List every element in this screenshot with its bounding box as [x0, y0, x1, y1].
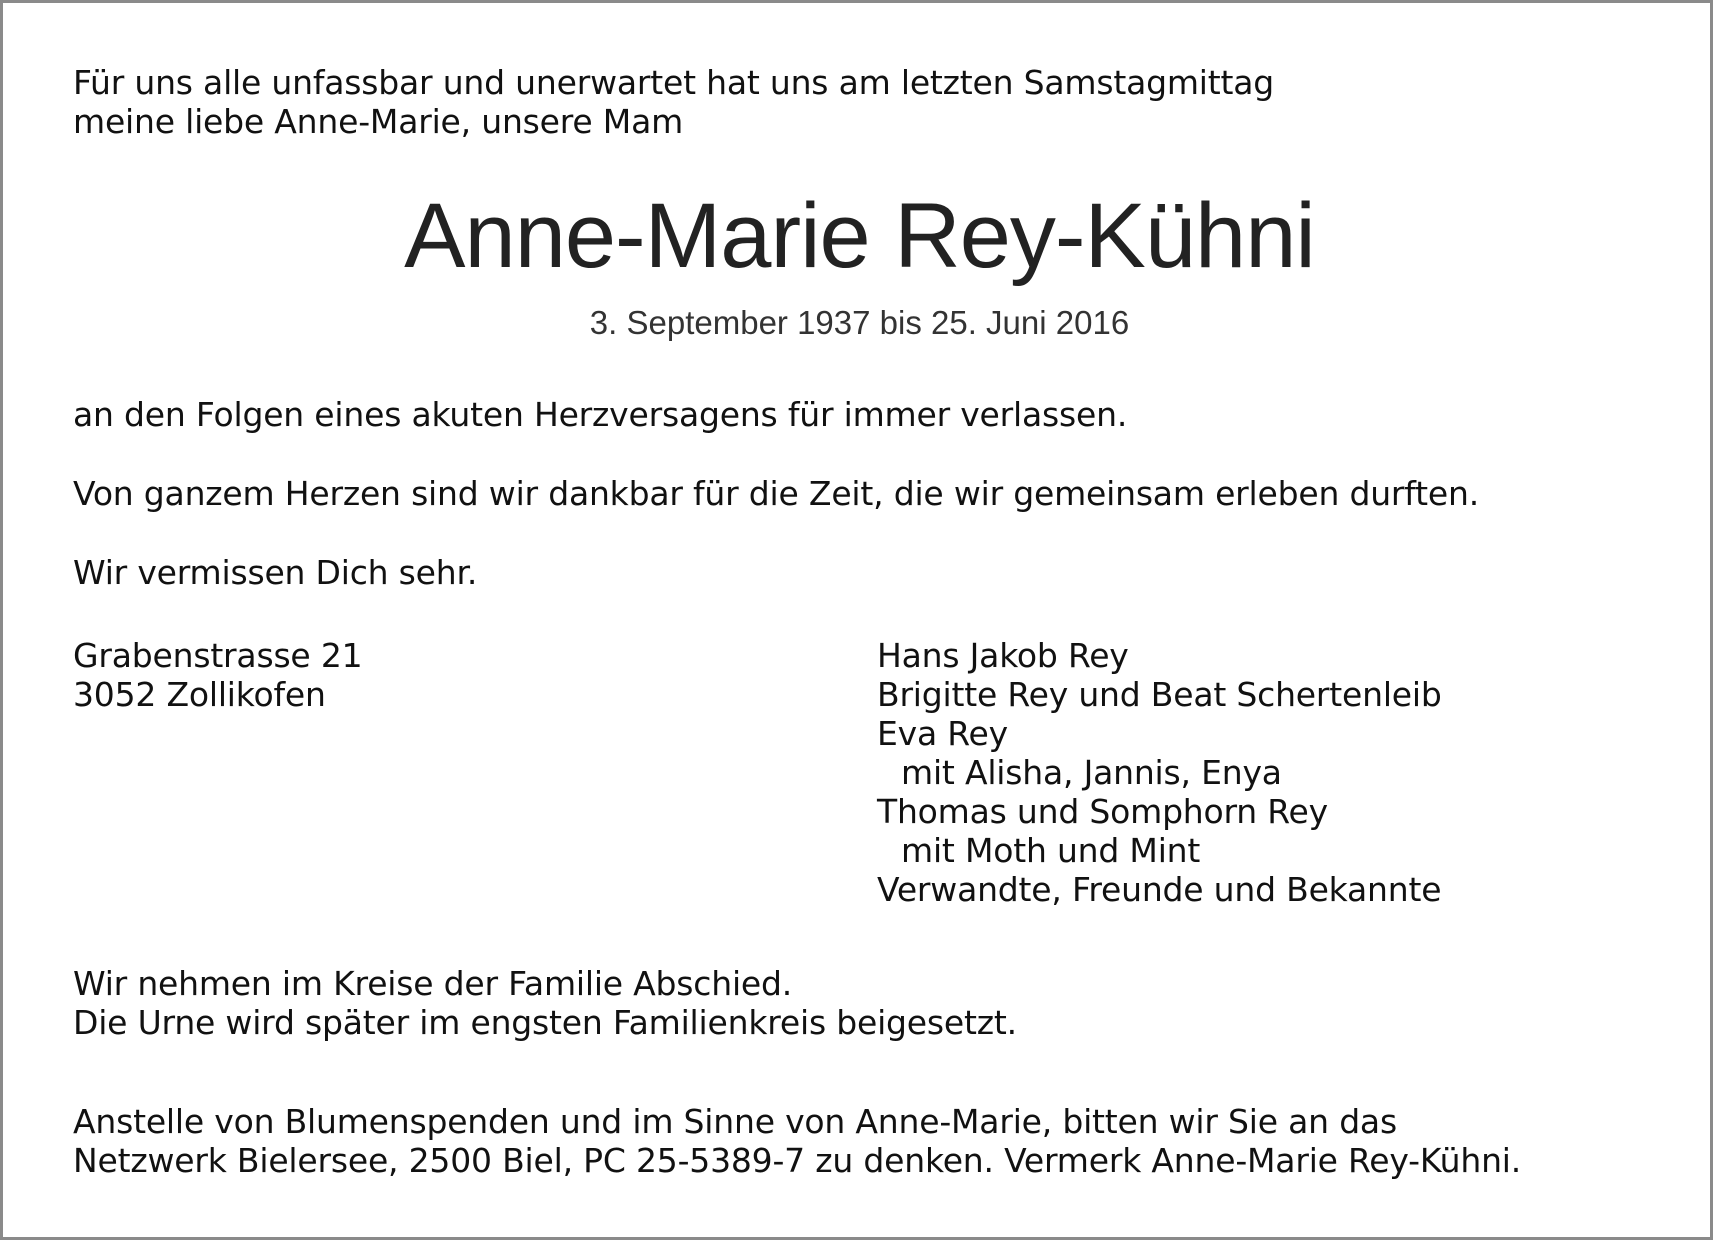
intro-text [73, 63, 1274, 141]
mourner-entry: Eva Rey [877, 714, 1008, 753]
miss-text [73, 553, 477, 592]
cause-line: an den Folgen eines akuten Herzversagens für immer verlassen. [73, 395, 1128, 434]
donation-line: Anstelle von Blumenspenden und im Sinne von Anne-Marie, bitten wir Sie an das [73, 1102, 1397, 1141]
farewell-line: Die Urne wird später im engsten Familienkreis beigesetzt. [73, 1003, 1017, 1042]
address-street: Grabenstrasse 21 [73, 636, 363, 675]
gratitude-line: Von ganzem Herzen sind wir dankbar für die Zeit, die wir gemeinsam erleben durften. [73, 474, 1479, 513]
life-dates: 3. September 1937 bis 25. Juni 2016 [589, 304, 1130, 341]
mourners-list [877, 636, 1442, 909]
miss-line: Wir vermissen Dich sehr. [73, 553, 478, 592]
mourner-entry: Verwandte, Freunde und Bekannte [877, 870, 1442, 909]
intro-line: meine liebe Anne-Marie, unsere Mam [73, 102, 684, 141]
donation-line: Netzwerk Bielersee, 2500 Biel, PC 25-5389-7 zu denken. Vermerk Anne-Marie Rey-Kühni. [73, 1141, 1522, 1180]
mourner-entry: Brigitte Rey und Beat Schertenleib [877, 675, 1442, 714]
mourner-entry: Hans Jakob Rey [877, 636, 1129, 675]
farewell-text [73, 964, 1017, 1042]
gratitude-text [73, 474, 1479, 513]
deceased-name: Anne-Marie Rey-Kühni [404, 185, 1315, 287]
intro-line: Für uns alle unfassbar und unerwartet hat uns am letzten Samstagmittag [73, 63, 1275, 102]
address-block [73, 636, 362, 714]
address-city: 3052 Zollikofen [73, 675, 326, 714]
mourner-entry: mit Moth und Mint [901, 831, 1201, 870]
cause-text [73, 395, 1127, 434]
mourner-entry: Thomas und Somphorn Rey [877, 792, 1328, 831]
farewell-line: Wir nehmen im Kreise der Familie Abschied. [73, 964, 793, 1003]
mourner-entry: mit Alisha, Jannis, Enya [901, 753, 1282, 792]
donation-text [73, 1102, 1521, 1180]
